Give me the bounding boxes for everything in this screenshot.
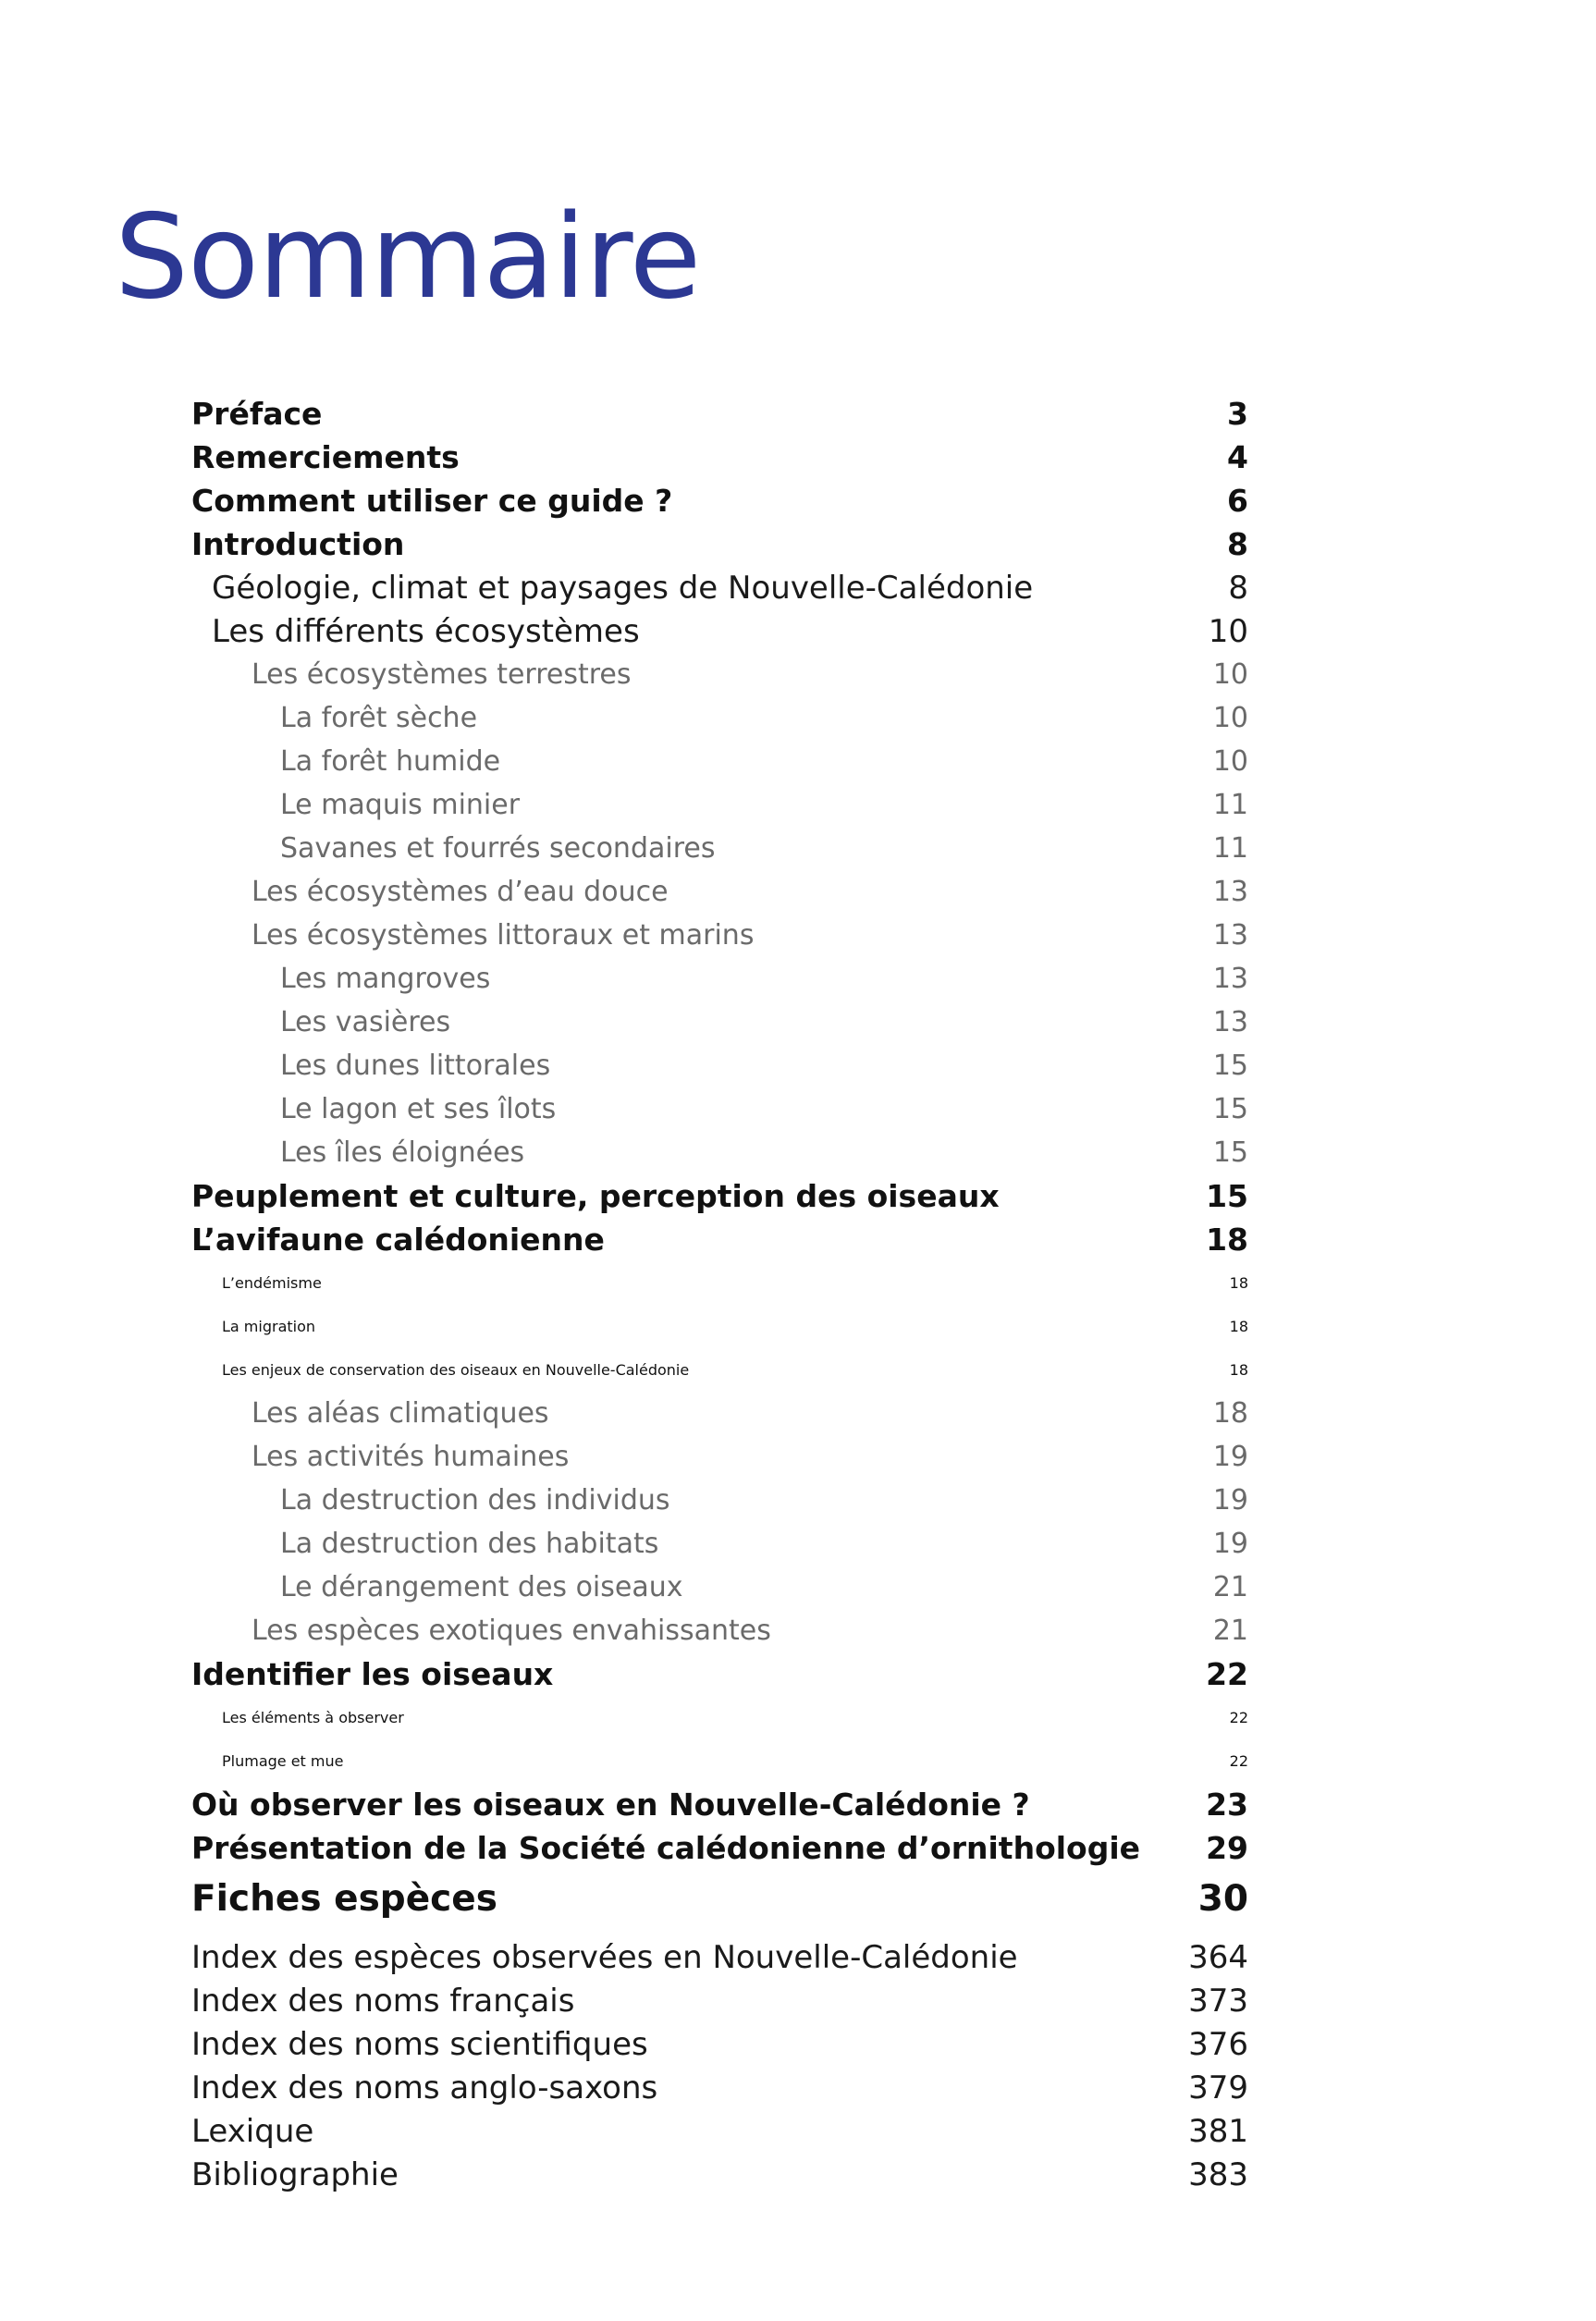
toc-entry[interactable] bbox=[0, 1653, 1596, 1696]
toc-entry[interactable] bbox=[0, 436, 1596, 479]
toc-entry-label: Le dérangement des oiseaux bbox=[280, 1571, 683, 1603]
toc-entry[interactable] bbox=[0, 2110, 1596, 2153]
toc-entry-page-number: 10 bbox=[1212, 702, 1248, 734]
toc-entry-label: Peuplement et culture, perception des oiseaux bbox=[191, 1178, 1000, 1214]
toc-entry[interactable] bbox=[0, 915, 1596, 957]
toc-entry-page-number: 373 bbox=[1188, 1983, 1248, 2020]
toc-entry-page-number: 29 bbox=[1206, 1830, 1248, 1866]
toc-entry-page-number: 18 bbox=[1229, 1274, 1248, 1292]
toc-entry[interactable] bbox=[0, 1219, 1596, 1261]
toc-entry-page-number: 18 bbox=[1229, 1361, 1248, 1379]
toc-entry-label: La forêt sèche bbox=[280, 702, 478, 734]
toc-entry-label: Les écosystèmes terrestres bbox=[252, 658, 632, 691]
toc-entry[interactable] bbox=[0, 1566, 1596, 1609]
toc-entry-page-number: 11 bbox=[1212, 832, 1248, 865]
toc-entry[interactable] bbox=[0, 393, 1596, 436]
toc-entry-label: Les écosystèmes d’eau douce bbox=[252, 876, 669, 908]
toc-entry-label: Les différents écosystèmes bbox=[212, 613, 640, 650]
toc-entry-page-number: 8 bbox=[1228, 570, 1248, 607]
toc-entry[interactable] bbox=[0, 1827, 1596, 1870]
toc-entry-label: Index des noms scientifiques bbox=[191, 2026, 648, 2063]
toc-entry-page-number: 10 bbox=[1212, 745, 1248, 778]
toc-entry-page-number: 22 bbox=[1229, 1752, 1248, 1770]
toc-entry-page-number: 11 bbox=[1212, 789, 1248, 821]
toc-entry-label: Préface bbox=[191, 396, 323, 432]
toc-entry-page-number: 13 bbox=[1212, 876, 1248, 908]
toc-entry-page-number: 15 bbox=[1206, 1178, 1248, 1214]
toc-entry[interactable] bbox=[0, 1088, 1596, 1131]
toc-entry[interactable] bbox=[0, 1523, 1596, 1566]
toc-entry[interactable] bbox=[0, 1784, 1596, 1826]
toc-entry[interactable] bbox=[0, 741, 1596, 783]
toc-entry[interactable] bbox=[0, 1610, 1596, 1652]
toc-entry-page-number: 15 bbox=[1212, 1050, 1248, 1082]
toc-entry[interactable] bbox=[0, 610, 1596, 653]
toc-entry-label: Index des noms français bbox=[191, 1983, 575, 2020]
toc-entry-page-number: 18 bbox=[1206, 1222, 1248, 1258]
toc-entry-page-number: 19 bbox=[1212, 1528, 1248, 1560]
toc-entry-label: Les aléas climatiques bbox=[252, 1397, 549, 1430]
toc-entry[interactable] bbox=[0, 784, 1596, 827]
toc-entry[interactable] bbox=[0, 1936, 1596, 1979]
toc-entry-label: Les espèces exotiques envahissantes bbox=[252, 1615, 771, 1647]
toc-entry-page-number: 13 bbox=[1212, 919, 1248, 952]
toc-entry-page-number: 13 bbox=[1212, 963, 1248, 995]
toc-entry[interactable] bbox=[0, 1306, 1596, 1348]
toc-entry-label: La destruction des individus bbox=[280, 1484, 670, 1517]
toc-entry-page-number: 383 bbox=[1188, 2156, 1248, 2193]
toc-entry-label: Identifier les oiseaux bbox=[191, 1656, 554, 1692]
toc-entry-page-number: 21 bbox=[1212, 1615, 1248, 1647]
toc-entry[interactable] bbox=[0, 1980, 1596, 2022]
toc-entry-page-number: 21 bbox=[1212, 1571, 1248, 1603]
toc-entry-label: Lexique bbox=[191, 2113, 314, 2150]
toc-entry[interactable] bbox=[0, 828, 1596, 870]
toc-entry-page-number: 381 bbox=[1188, 2113, 1248, 2150]
toc-entry-page-number: 15 bbox=[1212, 1136, 1248, 1169]
toc-entry[interactable] bbox=[0, 1175, 1596, 1218]
toc-entry[interactable] bbox=[0, 2023, 1596, 2066]
toc-entry-label: Introduction bbox=[191, 526, 405, 562]
toc-entry[interactable] bbox=[0, 1132, 1596, 1174]
toc-entry-label: Le lagon et ses îlots bbox=[280, 1093, 557, 1125]
toc-entry-label: Plumage et mue bbox=[222, 1752, 344, 1770]
toc-entry-page-number: 19 bbox=[1212, 1484, 1248, 1517]
toc-entry-page-number: 19 bbox=[1212, 1441, 1248, 1473]
toc-entry-label: La forêt humide bbox=[280, 745, 501, 778]
toc-entry-page-number: 3 bbox=[1227, 396, 1248, 432]
toc-entry-label: L’endémisme bbox=[222, 1274, 322, 1292]
toc-entry-label: Les mangroves bbox=[280, 963, 491, 995]
toc-entry-label: Le maquis minier bbox=[280, 789, 521, 821]
toc-entry[interactable] bbox=[0, 1436, 1596, 1479]
toc-entry-label: Les îles éloignées bbox=[280, 1136, 525, 1169]
toc-entry-label: Remerciements bbox=[191, 439, 460, 475]
toc-entry-label: Présentation de la Société calédonienne d’ornithologie bbox=[191, 1830, 1141, 1866]
toc-entry-label: Les activités humaines bbox=[252, 1441, 570, 1473]
toc-entry-label: Index des noms anglo-saxons bbox=[191, 2069, 658, 2106]
toc-entry-label: La migration bbox=[222, 1318, 316, 1335]
toc-entry-page-number: 8 bbox=[1227, 526, 1248, 562]
toc-entry-page-number: 23 bbox=[1206, 1787, 1248, 1823]
toc-entry-label: Les vasières bbox=[280, 1006, 451, 1038]
toc-entry-page-number: 18 bbox=[1229, 1318, 1248, 1335]
toc-entry[interactable] bbox=[0, 1001, 1596, 1044]
toc-entry[interactable] bbox=[0, 480, 1596, 522]
toc-entry[interactable] bbox=[0, 1697, 1596, 1739]
toc-entry-label: La destruction des habitats bbox=[280, 1528, 659, 1560]
toc-entry-label: Index des espèces observées en Nouvelle-Calédonie bbox=[191, 1939, 1018, 1976]
toc-entry[interactable] bbox=[0, 654, 1596, 696]
toc-entry[interactable] bbox=[0, 2154, 1596, 2196]
toc-entry[interactable] bbox=[0, 697, 1596, 740]
toc-entry[interactable] bbox=[0, 1878, 1596, 1921]
toc-entry-page-number: 10 bbox=[1212, 658, 1248, 691]
toc-entry[interactable] bbox=[0, 871, 1596, 914]
toc-entry-label: Géologie, climat et paysages de Nouvelle-Calédonie bbox=[212, 570, 1034, 607]
toc-entry-page-number: 364 bbox=[1188, 1939, 1248, 1976]
toc-entry[interactable] bbox=[0, 2067, 1596, 2109]
toc-entry-label: Les écosystèmes littoraux et marins bbox=[252, 919, 755, 952]
toc-entry-label: Les dunes littorales bbox=[280, 1050, 551, 1082]
toc-entry-page-number: 30 bbox=[1197, 1878, 1248, 1920]
toc-entry-label: Savanes et fourrés secondaires bbox=[280, 832, 716, 865]
toc-entry-label: Les éléments à observer bbox=[222, 1709, 404, 1726]
toc-entry-page-number: 379 bbox=[1188, 2069, 1248, 2106]
toc-entry-page-number: 22 bbox=[1206, 1656, 1248, 1692]
toc-entry-label: L’avifaune calédonienne bbox=[191, 1222, 605, 1258]
toc-entry[interactable] bbox=[0, 523, 1596, 566]
toc-entry-page-number: 376 bbox=[1188, 2026, 1248, 2063]
page-title: Sommaire bbox=[115, 189, 701, 325]
toc-entry-page-number: 13 bbox=[1212, 1006, 1248, 1038]
toc-entry-label: Bibliographie bbox=[191, 2156, 399, 2193]
toc-entry[interactable] bbox=[0, 1740, 1596, 1783]
toc-entry[interactable] bbox=[0, 1262, 1596, 1305]
toc-entry-page-number: 4 bbox=[1227, 439, 1248, 475]
toc-entry-label: Fiches espèces bbox=[191, 1878, 497, 1920]
toc-entry[interactable] bbox=[0, 567, 1596, 609]
toc-entry-label: Les enjeux de conservation des oiseaux en Nouvelle-Calédonie bbox=[222, 1361, 690, 1379]
toc-entry[interactable] bbox=[0, 958, 1596, 1001]
toc-entry-page-number: 6 bbox=[1227, 483, 1248, 519]
toc-entry[interactable] bbox=[0, 1349, 1596, 1392]
toc-entry[interactable] bbox=[0, 1393, 1596, 1435]
toc-entry-page-number: 15 bbox=[1212, 1093, 1248, 1125]
toc-entry-label: Comment utiliser ce guide ? bbox=[191, 483, 673, 519]
toc-entry[interactable] bbox=[0, 1045, 1596, 1087]
toc-entry-page-number: 22 bbox=[1229, 1709, 1248, 1726]
toc-entry-page-number: 10 bbox=[1208, 613, 1248, 650]
toc-entry[interactable] bbox=[0, 1480, 1596, 1522]
toc-entry-label: Où observer les oiseaux en Nouvelle-Calédonie ? bbox=[191, 1787, 1030, 1823]
toc-entry-page-number: 18 bbox=[1212, 1397, 1248, 1430]
